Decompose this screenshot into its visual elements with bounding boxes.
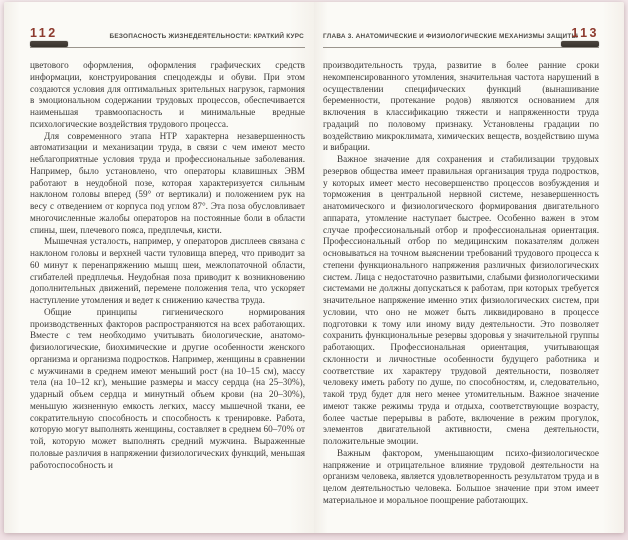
paragraph: Мышечная усталость, например, у операторов дисплеев связана с наклоном головы и верхней части туловища вперед, что приводит за 60 минут к перенапряжению мышц шеи, межлопаточной области, сгибателей предплечья. Неудобная поза приводит к возникновению дополнительных движений, перемене положения тела, что ускоряет наступление утомления и ведет к снижению качества труда.: [30, 236, 305, 305]
paragraph: Важное значение для сохранения и стабилизации трудовых резервов общества имеет правильная организация труда подростков, у которых имеет место несовершенство процессов возбуждения и торможения в центральной нервной системе, незавершенность анатомического и физиологического формирования двигательного аппарата, утомление наступает быстрее. Особенно важен в этом случае профессиональный отбор и профессиональная ориентация. Профессиональный отбор по медицинским показателям должен основываться на точном выяснении требований трудового процесса к степени функционального напряжения различных физиологических систем. Лица с недостаточно развитыми, слабыми физиологическими системами не должны допускаться к работам, при которых требуется значительное напряжение именно этих физиологических систем, при условии, что оно не может быть ликвидировано в процессе подготовки к тому или иному виду деятельности. Это позволяет сохранить функциональные резервы здоровья у значительной группы работающих. Профессиональная ориентация, учитывающая склонности и личностные особенности будущего работника и соответствие их характеру трудовой деятельности, позволяет человеку иметь работу по душе, по способностям, и, следовательно, такой труд будет для него менее утомительным. Важное значение имеют также режимы труда и отдыха, соответствующие возрасту, более частые перерывы в работе, включение в режим прогулок, элементов двигательной активности, смена деятельности, положительные эмоции.: [323, 154, 599, 446]
page-header-left: [30, 26, 305, 51]
header-rule: [30, 47, 305, 48]
page-number: 112: [30, 26, 58, 40]
page-header-right: [323, 26, 599, 51]
page-number-block: [30, 26, 68, 47]
page-number-badge: [561, 41, 599, 47]
paragraph: Для современного этапа НТР характерна незавершенность автоматизации и механизации труда, в связи с чем имеют место неблагоприятные условия труда и профессиональные заболевания. Например, было установлено, что операторы клавишных ЭВМ работают в неудобной позе, которая характеризуется сильным наклоном головы вперед (59° от вертикали) и положением рук на весу с отведением от корпуса под углом 87°. Эта поза обусловливает многочисленные жалобы операторов на постоянные боли в области спины, шеи, плечевого пояса, предплечья, кисти.: [30, 130, 305, 235]
book-spread: [4, 2, 624, 533]
page-right: [314, 2, 624, 533]
running-head: ГЛАВА 3. АНАТОМИЧЕСКИЕ И ФИЗИОЛОГИЧЕСКИЕ МЕХАНИЗМЫ ЗАЩИТЫ: [323, 33, 578, 40]
paragraph: цветового оформления, оформления графических средств информации, конструирования спецодежды и обуви. При этом создаются условия для оптимальных зрительных нагрузок, гармония в эмоциональном содержании трудовых процессов, обеспечивается наименьшая травмоопасность и минимальные вредные психологические воздействия трудового процесса.: [30, 60, 305, 129]
paragraph: Общие принципы гигиенического нормирования производственных факторов распространяются на всех работающих. Вместе с тем необходимо учитывать биологические, анатомо-физиологические, биохимические и другие особенности женского организма и организма подростков. Например, женщины в сравнении с мужчинами в среднем имеют меньший рост (на 10–15 см), массу тела (на 10–12 кг), меньшие размеры и массу сердца (на 25–30%), ударный объем сердца и минутный объем крови (на 20–30%), меньшую жизненную емкость легких, массу мышечной ткани, ее сократительную способность и способность к тренировке. Работа, которую могут выполнять женщины, составляет в среднем 60–70% от той, которую может выполнять средний мужчина. Выраженные половые различия в напряжении физиологических функций, меньшая работоспособность и: [30, 306, 305, 470]
paragraph: производительность труда, развитие в более ранние сроки некомпенсированного утомления, значительная частота нарушений в осуществлении специфических функций (вынашивание беременности, протекание родов) являются основанием для включения в классификацию тяжести и напряженности труда градаций по половому признаку. Установлены градации по воздействию микроклимата, химических веществ, воздействию шума и вибрации.: [323, 60, 599, 153]
page-number: 113: [571, 26, 599, 40]
running-head: БЕЗОПАСНОСТЬ ЖИЗНЕДЕЯТЕЛЬНОСТИ: КРАТКИЙ КУРС: [109, 33, 304, 40]
body-text-left: [30, 60, 305, 471]
body-text-right: [323, 60, 599, 507]
paragraph: Важным фактором, уменьшающим психо-физиологическое напряжение и отрицательное влияние трудовой деятельности на организм человека, является удовлетворенность результатом труда и в целом деятельностью человека. Большое значение при этом имеет материальное и моральное поощрение работающих.: [323, 447, 599, 505]
page-number-badge: [30, 41, 68, 47]
page-left: [4, 2, 314, 533]
page-number-block: [561, 26, 599, 47]
header-rule: [323, 47, 599, 48]
